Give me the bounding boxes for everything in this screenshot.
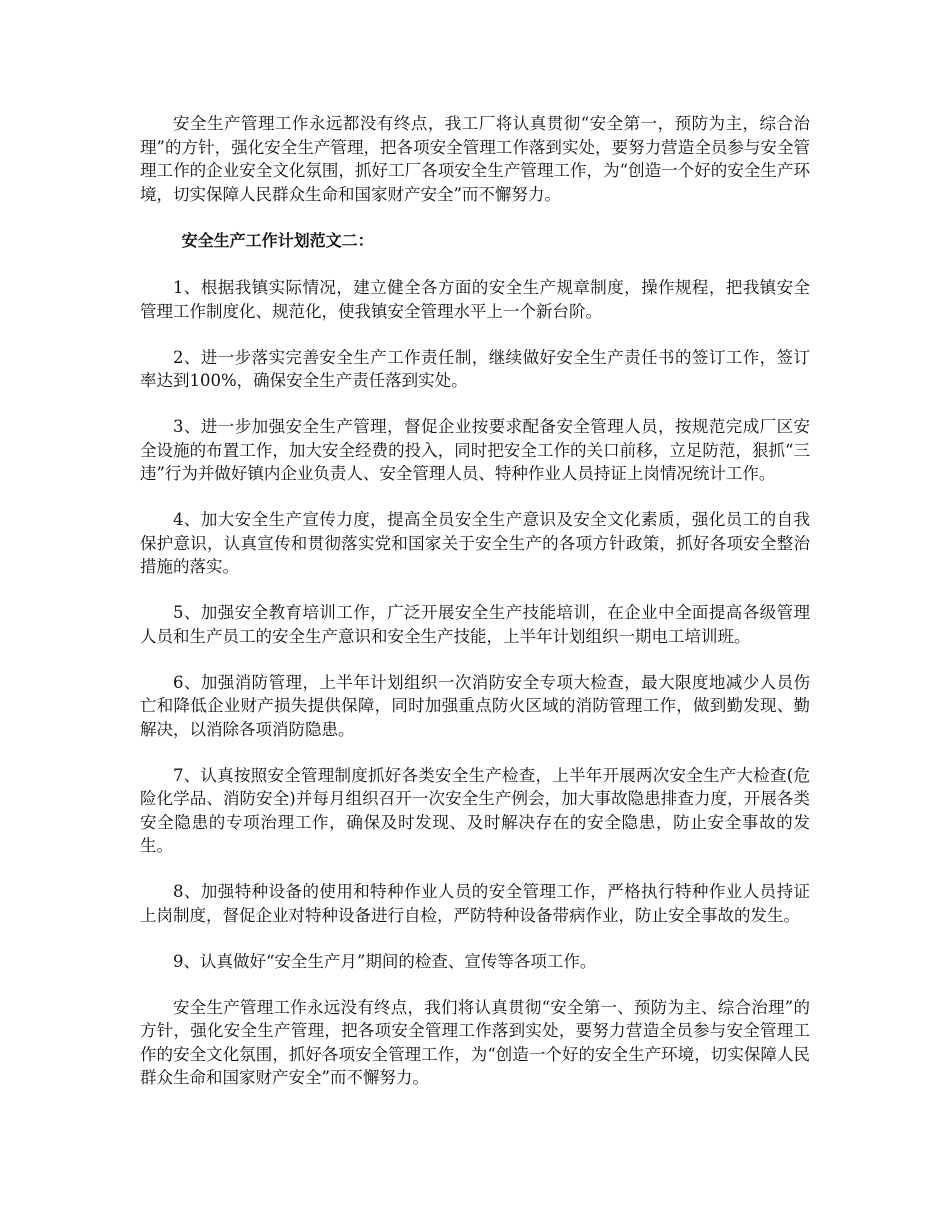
- plan-item-8: 8、加强特种设备的使用和特种作业人员的安全管理工作，严格执行特种作业人员持证上岗制度，督促企业对特种设备进行自检，严防特种设备带病作业，防止安全事故的发生。: [140, 882, 810, 925]
- closing-paragraph: 安全生产管理工作永远没有终点，我们将认真贯彻“安全第一、预防为主、综合治理”的方针，强化安全生产管理，把各项安全管理工作落到实处，要努力营造全员参与安全管理工作的安全文化氛围，抓好各项安全管理工作，为“创造一个好的安全生产环境，切实保障人民群众生命和国家财产安全”而不懈努力。: [140, 997, 810, 1087]
- plan-item-9: 9、认真做好“安全生产月”期间的检查、宣传等各项工作。: [173, 951, 597, 971]
- plan-item-6: 6、加强消防管理，上半年计划组织一次消防安全专项大检查，最大限度地减少人员伤亡和降低企业财产损失提供保障，同时加强重点防火区域的消防管理工作，做到勤发现、勤解决，以消除各项消防隐患。: [140, 672, 810, 739]
- document-body: [140, 112, 810, 1112]
- intro-paragraph: 安全生产管理工作永远都没有终点，我工厂将认真贯彻“安全第一，预防为主，综合治理”的方针，强化安全生产管理，把各项安全管理工作落到实处，要努力营造全员参与安全管理工作的企业安全文化氛围，抓好工厂各项安全生产管理工作，为“创造一个好的安全生产环境，切实保障人民群众生命和国家财产安全”而不懈努力。: [140, 114, 810, 204]
- plan-item-2: 2、进一步落实完善安全生产工作责任制，继续做好安全生产责任书的签订工作，签订率达到100%，确保安全生产责任落到实处。: [140, 347, 810, 390]
- plan-item-4: 4、加大安全生产宣传力度，提高全员安全生产意识及安全文化素质，强化员工的自我保护意识，认真宣传和贯彻落实党和国家关于安全生产的各项方针政策，抓好各项安全整治措施的落实。: [140, 510, 810, 576]
- plan-item-1: 1、根据我镇实际情况，建立健全各方面的安全生产规章制度，操作规程，把我镇安全管理工作制度化、规范化，使我镇安全管理水平上一个新台阶。: [140, 278, 810, 321]
- section-heading: 安全生产工作计划范文二：: [181, 230, 374, 250]
- plan-item-3: 3、进一步加强安全生产管理，督促企业按要求配备安全管理人员，按规范完成厂区安全设施的布置工作，加大安全经费的投入，同时把安全工作的关口前移，立足防范，狠抓“三违”行为并做好镇内企业负责人、安全管理人员、特种作业人员持证上岗情况统计工作。: [140, 417, 810, 483]
- plan-item-7: 7、认真按照安全管理制度抓好各类安全生产检查，上半年开展两次安全生产大检查(危险化学品、消防安全)并每月组织召开一次安全生产例会，加大事故隐患排查力度，开展各类安全隐患的专项治理工作，确保及时发现、及时解决存在的安全隐患，防止安全事故的发生。: [140, 765, 810, 855]
- plan-item-5: 5、加强安全教育培训工作，广泛开展安全生产技能培训，在企业中全面提高各级管理人员和生产员工的安全生产意识和安全生产技能，上半年计划组织一期电工培训班。: [140, 603, 810, 646]
